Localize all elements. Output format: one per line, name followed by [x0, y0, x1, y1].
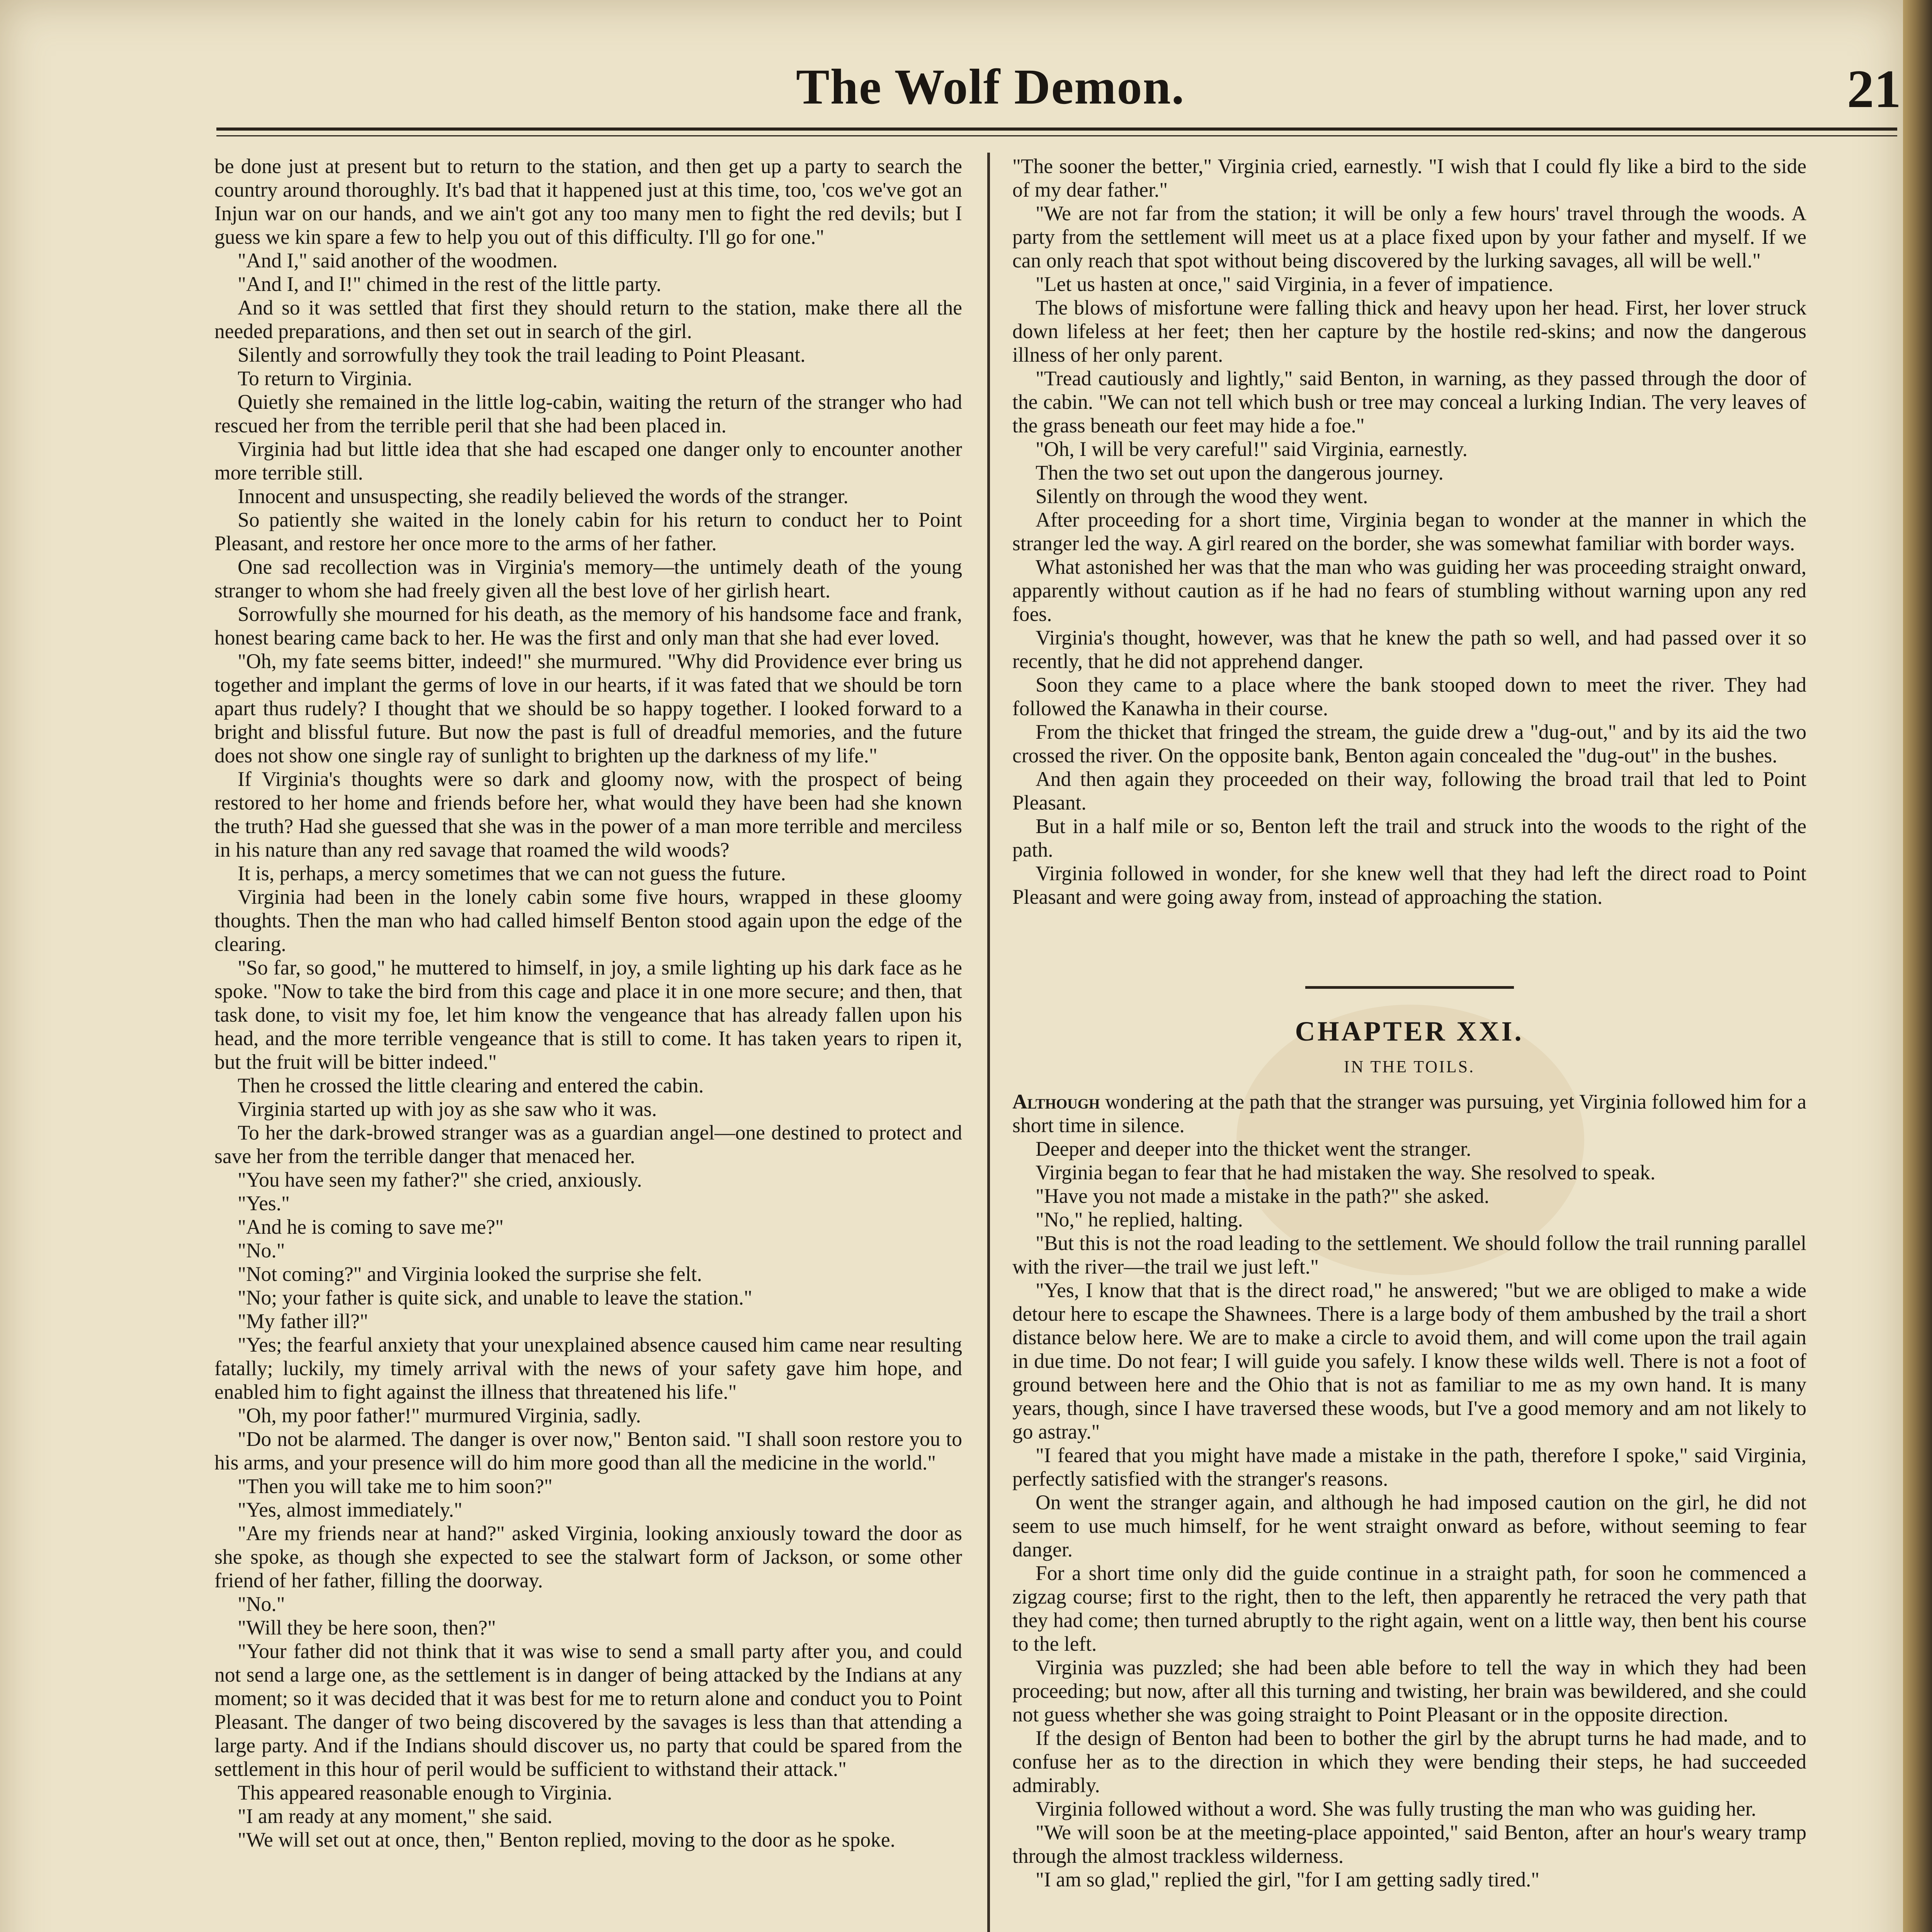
- paragraph: But in a half mile or so, Benton left the trail and struck into the woods to the right of the path.: [1012, 815, 1806, 861]
- header-rule-thin: [216, 135, 1897, 136]
- paragraph: "Have you not made a mistake in the path?" she asked.: [1036, 1184, 1490, 1208]
- chapter-body: [1012, 1137, 1806, 1891]
- paragraph: Silently and sorrowfully they took the trail leading to Point Pleasant.: [238, 343, 806, 366]
- paragraph: Virginia had been in the lonely cabin some five hours, wrapped in these gloomy thoughts. Then the man who had called himself Benton stood again upon the edge of the clearing.: [214, 885, 962, 956]
- chapter-opening-word: Although: [1012, 1090, 1100, 1113]
- paragraph: To return to Virginia.: [238, 367, 412, 390]
- paragraph: Virginia was puzzled; she had been able before to tell the way in which they had been proceeding; but now, after all this turning and twisting, her brain was bewildered, and she could not guess whether she was going straight to Point Pleasant or in the opposite direction.: [1012, 1656, 1806, 1726]
- paragraph: If Virginia's thoughts were so dark and gloomy now, with the prospect of being restored to her home and friends before her, what would they have been had she known the truth? Had she guessed that she was in the power of a man more terrible and merciless in his nature than any red savage that roamed the wild woods?: [214, 767, 962, 861]
- right-column-body: [1012, 155, 1806, 909]
- paragraph: "No," he replied, halting.: [1036, 1208, 1243, 1231]
- paragraph: Virginia's thought, however, was that he knew the path so well, and had passed over it so recently, that he did not apprehend danger.: [1012, 626, 1806, 673]
- paragraph: For a short time only did the guide continue in a straight path, for soon he commenced a zigzag course; first to the right, then to the left, then apparently he retraced the very path that they had come; then turned abruptly to the right again, went on a little way, then bent his course to the left.: [1012, 1561, 1806, 1655]
- paragraph: One sad recollection was in Virginia's memory—the untimely death of the young stranger to whom she had freely given all the best love of her girlish heart.: [214, 555, 962, 602]
- chapter-opening-text: wondering at the path that the stranger was pursuing, yet Virginia followed him for a short time in silence.: [1012, 1090, 1806, 1137]
- paragraph: "Will they be here soon, then?": [238, 1616, 496, 1639]
- chapter-rule: [1305, 986, 1514, 989]
- paragraph: "Oh, my fate seems bitter, indeed!" she murmured. "Why did Providence ever bring us together and implant the germs of love in our hearts, if it was fated that we should be torn apart thus rudely? I thought that we should be so happy together. I looked forward to a bright and blissful future. But now the past is full of dreadful memories, and the future does not show one single ray of sunlight to brighten up the darkness of my life.": [214, 650, 962, 767]
- paragraph: "I am ready at any moment," she said.: [238, 1804, 553, 1828]
- paragraph: "Tread cautiously and lightly," said Benton, in warning, as they passed through the door of the cabin. "We can not tell which bush or tree may conceal a lurking Indian. The very leaves of the grass beneath our feet may hide a foe.": [1012, 367, 1806, 437]
- paragraph: Innocent and unsuspecting, she readily believed the words of the stranger.: [238, 485, 849, 508]
- running-title: The Wolf Demon.: [796, 59, 1185, 115]
- paragraph: Soon they came to a place where the bank stooped down to meet the river. They had followed the Kanawha in their course.: [1012, 673, 1806, 720]
- paragraph: "Your father did not think that it was wise to send a small party after you, and could not send a large one, as the settlement is in danger of being attacked by the Indians at any moment; so it was decided that it was best for me to return alone and conduct you to Point Pleasant. The danger of two being discovered by the savages is less than that attending a large party. And if the Indians should discover us, no party that could be spared from the settlement in this hour of peril would be sufficient to withstand their attack.": [214, 1639, 962, 1781]
- paragraph: Silently on through the wood they went.: [1036, 485, 1368, 508]
- paragraph: Virginia followed in wonder, for she knew well that they had left the direct road to Point Pleasant and were going away from, instead of approaching the station.: [1012, 862, 1806, 908]
- paragraph: The blows of misfortune were falling thick and heavy upon her head. First, her lover struck down lifeless at her feet; then her capture by the hostile red-skins; and now the dangerous illness of her only parent.: [1012, 296, 1806, 366]
- paragraph: "We are not far from the station; it will be only a few hours' travel through the woods. A party from the settlement will meet us at a place fixed upon by your father and myself. If we can only reach that spot without being discovered by the lurking savages, all will be well.": [1012, 202, 1806, 272]
- paragraph: "Do not be alarmed. The danger is over now," Benton said. "I shall soon restore you to his arms, and your presence will do him more good than all the medicine in the world.": [214, 1427, 962, 1474]
- paragraph: "Let us hasten at once," said Virginia, in a fever of impatience.: [1036, 272, 1553, 296]
- running-header: [209, 58, 1901, 131]
- paragraph: Virginia had but little idea that she had escaped one danger only to encounter another more terrible still.: [214, 437, 962, 484]
- paragraph: "Yes, I know that that is the direct road," he answered; "but we are obliged to make a wide detour here to escape the Shawnees. There is a large body of them ambushed by the trail a short distance below here. We are to make a circle to avoid them, and will come upon the trail again in due time. Do not fear; I will guide you safely. I know these wilds well. There is not a foot of ground between here and the Ohio that is not as familiar to me as my own hand. It is many years, though, since I have traversed these woods, but I've a good memory and am not likely to go astray.": [1012, 1279, 1806, 1443]
- paragraph: What astonished her was that the man who was guiding her was proceeding straight onward, apparently without caution as if he had no fears of stumbling without warning upon any red foes.: [1012, 555, 1806, 626]
- paragraph: "I am so glad," replied the girl, "for I am getting sadly tired.": [1036, 1868, 1540, 1891]
- paragraph: "My father ill?": [238, 1310, 368, 1333]
- paragraph: "And he is coming to save me?": [238, 1215, 504, 1238]
- paragraph: "You have seen my father?" she cried, anxiously.: [238, 1168, 642, 1191]
- paragraph: After proceeding for a short time, Virginia began to wonder at the manner in which the stranger led the way. A girl reared on the border, she was somewhat familiar with border ways.: [1012, 508, 1806, 555]
- paragraph: "I feared that you might have made a mistake in the path, therefore I spoke," said Virginia, perfectly satisfied with the stranger's reasons.: [1012, 1444, 1806, 1490]
- left-column: [214, 155, 962, 1852]
- paragraph: "We will soon be at the meeting-place appointed," said Benton, after an hour's weary tramp through the almost trackless wilderness.: [1012, 1821, 1806, 1867]
- paragraph: Deeper and deeper into the thicket went the stranger.: [1036, 1137, 1471, 1160]
- page-number: 21: [1847, 59, 1901, 119]
- paragraph: "Are my friends near at hand?" asked Virginia, looking anxiously toward the door as she spoke, as though she expected to see the stalwart form of Jackson, or some other friend of her father, filling the doorway.: [214, 1522, 962, 1592]
- column-divider: [987, 153, 990, 1932]
- paragraph: On went the stranger again, and although he had imposed caution on the girl, he did not seem to use much himself, for he went straight onward as before, without seeming to fear danger.: [1012, 1491, 1806, 1561]
- paragraph: "Yes; the fearful anxiety that your unexplained absence caused him came near resulting fatally; luckily, my timely arrival with the news of your safety gave him hope, and enabled him to fight against the illness that threatened his life.": [214, 1333, 962, 1403]
- paragraph: "So far, so good," he muttered to himself, in joy, a smile lighting up his dark face as he spoke. "Now to take the bird from this cage and place it in one more secure; and then, that task done, to visit my foe, let him know the vengeance that has already fallen upon his head, and the more terrible vengeance that is still to come. It has taken years to ripen it, but the fruit will be bitter indeed.": [214, 956, 962, 1073]
- paragraph: Virginia followed without a word. She was fully trusting the man who was guiding her.: [1036, 1797, 1757, 1820]
- paragraph: This appeared reasonable enough to Virginia.: [238, 1781, 612, 1804]
- paragraph: Virginia started up with joy as she saw who it was.: [238, 1097, 657, 1121]
- paragraph: "Yes.": [238, 1192, 290, 1215]
- paragraph: "Oh, my poor father!" murmured Virginia, sadly.: [238, 1404, 641, 1427]
- paragraph: "But this is not the road leading to the settlement. We should follow the trail running parallel with the river—the trail we just left.": [1012, 1231, 1806, 1278]
- paragraph: It is, perhaps, a mercy sometimes that we can not guess the future.: [238, 862, 786, 885]
- chapter-subtitle: IN THE TOILS.: [1344, 1057, 1475, 1076]
- paragraph: So patiently she waited in the lonely cabin for his return to conduct her to Point Pleasant, and restore her once more to the arms of her father.: [214, 508, 962, 555]
- paragraph: "No.": [238, 1592, 285, 1616]
- paragraph: be done just at present but to return to the station, and then get up a party to search the country around thoroughly. It's bad that it happened just at this time, too, 'cos we've got an Injun war on our hands, and we ain't got any too many men to fight the red devils; but I guess we kin spare a few to help you out of this difficulty. I'll go for one.": [214, 155, 962, 248]
- header-rule: [216, 128, 1897, 131]
- paragraph: "And I," said another of the woodmen.: [238, 249, 558, 272]
- paragraph: "Then you will take me to him soon?": [238, 1475, 553, 1498]
- paragraph: "We will set out at once, then," Benton replied, moving to the door as he spoke.: [238, 1828, 895, 1851]
- paragraph: To her the dark-browed stranger was as a guardian angel—one destined to protect and save her from the terrible danger that menaced her.: [214, 1121, 962, 1168]
- paragraph: From the thicket that fringed the stream, the guide drew a "dug-out," and by its aid the two crossed the river. On the opposite bank, Benton again concealed the "dug-out" in the bushes.: [1012, 720, 1806, 767]
- page-edge: [1903, 0, 1932, 1932]
- paragraph: Then the two set out upon the dangerous journey.: [1036, 461, 1444, 484]
- chapter-title: CHAPTER XXI.: [1295, 1016, 1524, 1047]
- paragraph: And so it was settled that first they should return to the station, make there all the needed preparations, and then set out in search of the girl.: [214, 296, 962, 343]
- paragraph: "Not coming?" and Virginia looked the surprise she felt.: [238, 1262, 702, 1286]
- paragraph: Sorrowfully she mourned for his death, as the memory of his handsome face and frank, honest bearing came back to her. He was the first and only man that she had ever loved.: [214, 602, 962, 649]
- chapter-opening-paragraph: [1012, 1090, 1806, 1137]
- paragraph: "Yes, almost immediately.": [238, 1498, 463, 1521]
- paragraph: And then again they proceeded on their way, following the broad trail that led to Point Pleasant.: [1012, 767, 1806, 814]
- paragraph: Quietly she remained in the little log-cabin, waiting the return of the stranger who had rescued her from the terrible peril that she had been placed in.: [214, 390, 962, 437]
- right-column: [1012, 155, 1806, 1891]
- paragraph: "No; your father is quite sick, and unable to leave the station.": [238, 1286, 752, 1309]
- paragraph: "No.": [238, 1239, 285, 1262]
- paragraph: If the design of Benton had been to bother the girl by the abrupt turns he had made, and to confuse her as to the direction in which they were bending their steps, he had succeeded admirably.: [1012, 1726, 1806, 1797]
- paragraph: Then he crossed the little clearing and entered the cabin.: [238, 1074, 704, 1097]
- paragraph: Virginia began to fear that he had mistaken the way. She resolved to speak.: [1036, 1161, 1656, 1184]
- paragraph: "Oh, I will be very careful!" said Virginia, earnestly.: [1036, 437, 1468, 461]
- paragraph: "And I, and I!" chimed in the rest of the little party.: [238, 272, 662, 296]
- paragraph: "The sooner the better," Virginia cried, earnestly. "I wish that I could fly like a bird to the side of my dear father.": [1012, 155, 1806, 201]
